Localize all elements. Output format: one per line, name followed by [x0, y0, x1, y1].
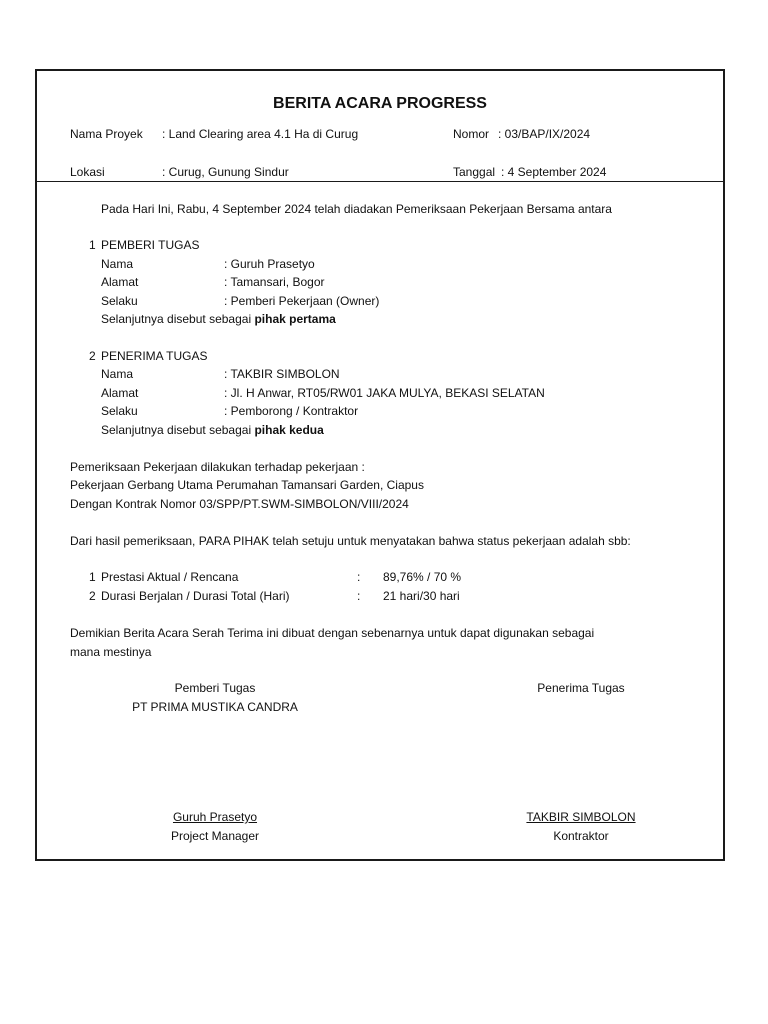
party2-number: 2: [89, 349, 96, 363]
right-signatory-title: Kontraktor: [553, 829, 609, 843]
document-title: BERITA ACARA PROGRESS: [273, 95, 487, 112]
party2-reference: [101, 423, 324, 437]
status-2-separator: :: [357, 589, 361, 603]
status-2-label: Durasi Berjalan / Durasi Total (Hari): [101, 589, 290, 603]
agreement-text: Dari hasil pemeriksaan, PARA PIHAK telah setuju untuk menyatakan bahwa status pekerjaan adalah sbb:: [70, 534, 631, 548]
status-1-separator: :: [357, 570, 361, 584]
party1-number: 1: [89, 238, 96, 252]
left-signatory-title: Project Manager: [170, 829, 260, 843]
party2-nama-label: Nama: [101, 367, 134, 381]
closing-line-2: mana mestinya: [70, 645, 152, 659]
status-1-value: 89,76% / 70 %: [383, 570, 462, 584]
left-signatory-company: PT PRIMA MUSTIKA CANDRA: [132, 700, 298, 714]
party1-selaku-label: Selaku: [101, 294, 138, 308]
header-divider: [37, 181, 723, 182]
tanggal-label: Tanggal: [453, 165, 496, 179]
party2-selaku-label: Selaku: [101, 404, 138, 418]
party1-alamat-value: : Tamansari, Bogor: [224, 275, 325, 289]
left-name-text: Guruh Prasetyo: [172, 810, 258, 824]
lokasi-label: Lokasi: [70, 165, 105, 179]
party1-alamat-label: Alamat: [101, 275, 139, 289]
party2-ref-text: Selanjutnya disebut sebagai: [101, 423, 255, 437]
party1-heading: PEMBERI TUGAS: [101, 238, 200, 252]
status-1-number: 1: [89, 570, 96, 584]
inspection-line-1: Pemeriksaan Pekerjaan dilakukan terhadap pekerjaan :: [70, 460, 365, 474]
left-signatory-role: Pemberi Tugas: [174, 681, 256, 695]
party2-alamat-value: : Jl. H Anwar, RT05/RW01 JAKA MULYA, BEKASI SELATAN: [224, 386, 545, 400]
party1-ref-text: Selanjutnya disebut sebagai: [101, 312, 255, 326]
right-signatory-name: [491, 810, 671, 824]
closing-line-1: Demikian Berita Acara Serah Terima ini dibuat dengan sebenarnya untuk dapat digunakan sebagai: [70, 626, 595, 640]
party2-selaku-value: : Pemborong / Kontraktor: [224, 404, 359, 418]
proyek-value: : Land Clearing area 4.1 Ha di Curug: [162, 127, 359, 141]
lokasi-value: : Curug, Gunung Sindur: [162, 165, 289, 179]
inspection-line-3: Dengan Kontrak Nomor 03/SPP/PT.SWM-SIMBOLON/VIII/2024: [70, 497, 409, 511]
status-2-number: 2: [89, 589, 96, 603]
tanggal-value: : 4 September 2024: [501, 165, 607, 179]
nomor-label: Nomor: [453, 127, 490, 141]
nomor-value: : 03/BAP/IX/2024: [498, 127, 591, 141]
left-signatory-name: [125, 810, 305, 824]
party1-reference: [101, 312, 336, 326]
inspection-line-2: Pekerjaan Gerbang Utama Perumahan Tamansari Garden, Ciapus: [70, 478, 424, 492]
document-frame: [35, 69, 725, 861]
party1-nama-label: Nama: [101, 257, 134, 271]
right-name-text: TAKBIR SIMBOLON: [526, 810, 636, 824]
party1-nama-value: : Guruh Prasetyo: [224, 257, 315, 271]
party2-alamat-label: Alamat: [101, 386, 139, 400]
intro-text: Pada Hari Ini, Rabu, 4 September 2024 telah diadakan Pemeriksaan Pekerjaan Bersama antara: [101, 202, 612, 216]
party2-nama-value: : TAKBIR SIMBOLON: [224, 367, 340, 381]
party2-heading: PENERIMA TUGAS: [101, 349, 208, 363]
party1-ref-bold: pihak pertama: [254, 312, 336, 326]
proyek-label: Nama Proyek: [70, 127, 143, 141]
party1-selaku-value: : Pemberi Pekerjaan (Owner): [224, 294, 380, 308]
party2-ref-bold: pihak kedua: [254, 423, 324, 437]
status-2-value: 21 hari/30 hari: [383, 589, 460, 603]
right-signatory-role: Penerima Tugas: [537, 681, 625, 695]
status-1-label: Prestasi Aktual / Rencana: [101, 570, 239, 584]
